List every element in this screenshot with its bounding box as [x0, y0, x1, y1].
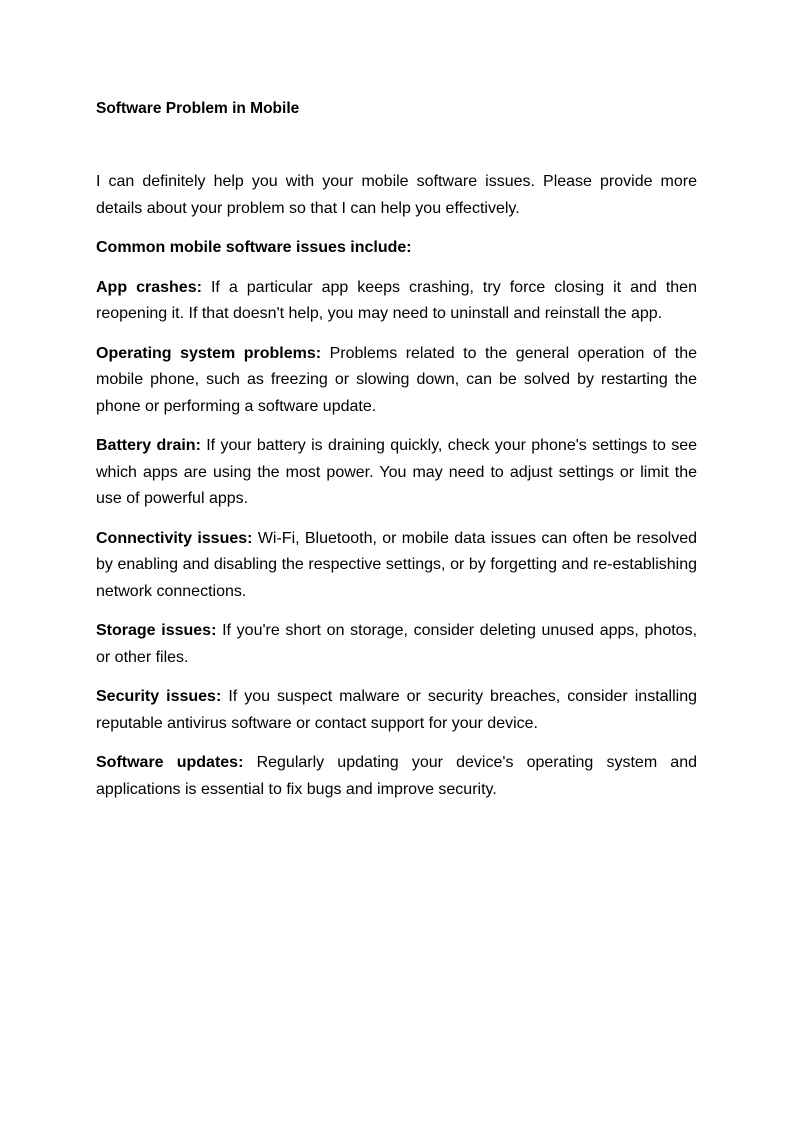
issue-app-crashes — [96, 275, 697, 328]
issue-text: Regularly updating your device's operating system and applications is essential to fix bugs and improve security. — [96, 754, 697, 798]
issue-text: If you suspect malware or security breaches, consider installing reputable antivirus software or contact support for your device. — [96, 688, 698, 732]
issue-software-updates — [96, 750, 697, 803]
issue-security — [96, 684, 697, 737]
issue-text: If your battery is draining quickly, check your phone's settings to see which apps are using the most power. You may need to adjust settings or limit the use of powerful apps. — [96, 437, 698, 507]
list-heading: Common mobile software issues include: — [96, 239, 412, 256]
issue-connectivity — [96, 526, 697, 606]
issue-label: App crashes: — [96, 278, 202, 296]
issue-label: Software updates: — [96, 754, 244, 771]
issue-text: Wi-Fi, Bluetooth, or mobile data issues can often be resolved by enabling and disabling the respective settings, or by forgetting and re-establishing network connections. — [96, 529, 698, 600]
document-page — [96, 96, 697, 803]
issue-text: If you're short on storage, consider deleting unused apps, photos, or other files. — [96, 622, 698, 666]
issue-label: Battery drain: — [96, 437, 201, 454]
issue-label: Storage issues: — [96, 622, 217, 639]
issue-battery-drain — [96, 433, 697, 513]
issue-text: If a particular app keeps crashing, try force closing it and then reopening it. If that doesn't help, you may need to uninstall and reinstall the app. — [96, 278, 697, 322]
issue-label: Operating system problems: — [96, 344, 322, 362]
issue-operating-system — [96, 341, 697, 421]
intro-paragraph: I can definitely help you with your mobile software issues. Please provide more details about your problem so that I can help you effectively. — [96, 173, 697, 217]
issue-label: Security issues: — [96, 688, 222, 705]
issue-label: Connectivity issues: — [96, 529, 253, 547]
issue-storage — [96, 618, 697, 671]
issue-text: Problems related to the general operation of the mobile phone, such as freezing or slowing down, can be solved by restarting the phone or performing a software update. — [96, 344, 697, 415]
page-title: Software Problem in Mobile — [96, 100, 300, 117]
